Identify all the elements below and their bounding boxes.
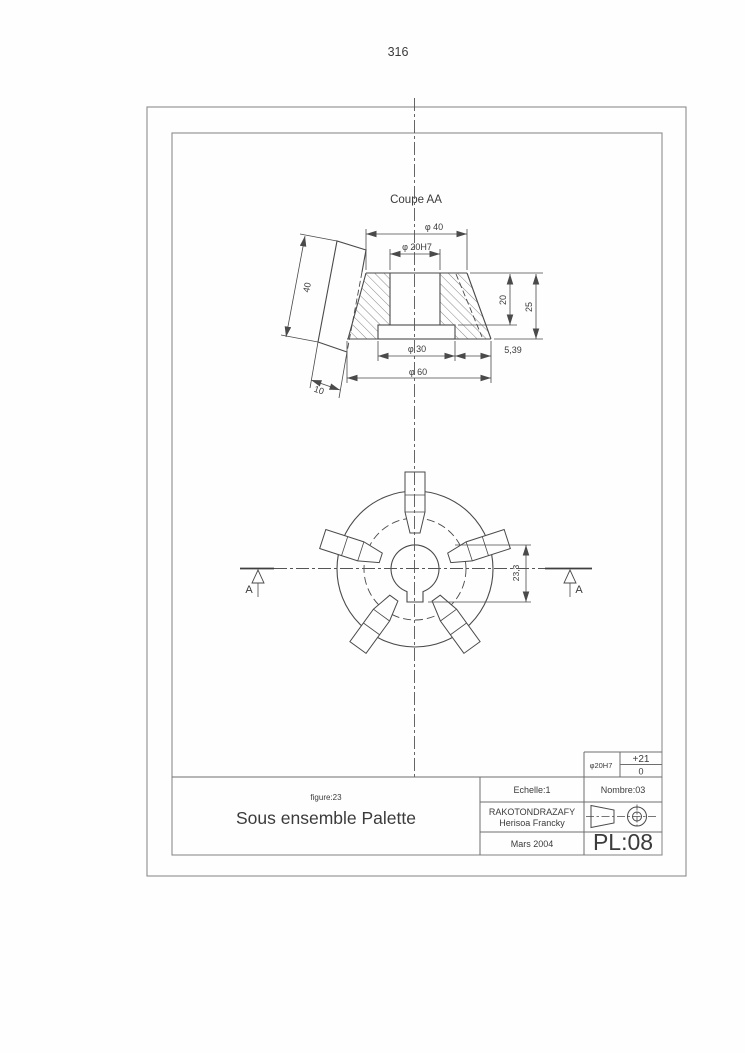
title-block-lines bbox=[172, 752, 662, 855]
section-title: Coupe AA bbox=[390, 194, 442, 206]
date-label: Mars 2004 bbox=[510, 839, 554, 849]
dim-depth-label: 20 bbox=[498, 294, 508, 306]
author-firstname: Herisoa Francky bbox=[499, 818, 565, 828]
author-name: RAKOTONDRAZAFY bbox=[488, 807, 576, 817]
dim-plate-length-label: 40 bbox=[301, 281, 313, 294]
hatch-right bbox=[440, 273, 491, 339]
dim-keyway-label: 23,3 bbox=[511, 564, 521, 582]
tolerance-lower-label: 0 bbox=[638, 766, 644, 777]
tolerance-upper-label: +21 bbox=[632, 754, 650, 765]
figure-label: figure:23 bbox=[310, 793, 342, 802]
plan-view bbox=[240, 472, 592, 653]
page-number: 316 bbox=[387, 45, 409, 59]
plate-number: PL:08 bbox=[592, 829, 654, 855]
dim-dia-base-label: φ 60 bbox=[408, 367, 428, 377]
section-view bbox=[281, 194, 543, 398]
title-block bbox=[172, 752, 662, 855]
quantity-label: Nombre:03 bbox=[600, 785, 646, 795]
scale-label: Echelle:1 bbox=[513, 785, 551, 795]
first-angle-projection-icon bbox=[586, 805, 658, 829]
dim-offset-label: 5,39 bbox=[504, 345, 522, 355]
dim-height-label: 25 bbox=[524, 301, 534, 313]
dim-dia-top-label: φ 40 bbox=[424, 222, 444, 232]
tolerance-feature-label: φ20H7 bbox=[589, 761, 613, 770]
bore-with-keyway bbox=[391, 545, 439, 602]
cut-plane-label-right: A bbox=[575, 584, 583, 596]
dim-plate-width-label: 10 bbox=[312, 383, 326, 397]
dim-bore-label: φ 20H7 bbox=[402, 242, 432, 252]
cut-plane-label-left: A bbox=[245, 584, 253, 596]
dim-dia-boss-label: φ 30 bbox=[407, 344, 427, 354]
drawing-title: Sous ensemble Palette bbox=[236, 808, 416, 828]
